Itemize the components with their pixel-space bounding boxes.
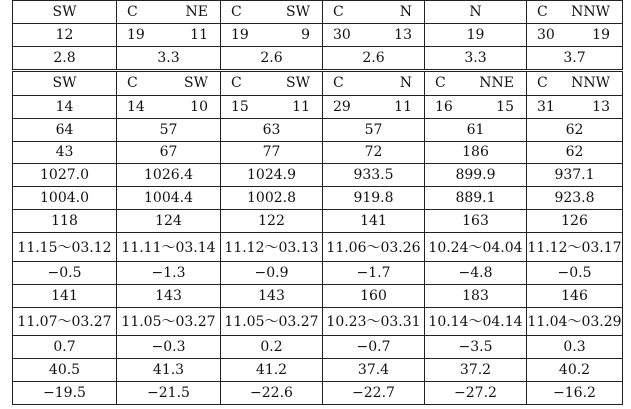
cell-left-value: 14 <box>127 98 145 115</box>
table-cell: 11.12～03.13 <box>221 233 323 261</box>
table-cell: 937.1 <box>527 164 623 187</box>
cell-left-value: 15 <box>231 98 249 115</box>
table-cell: 40.2 <box>527 359 623 382</box>
table-cell: 72 <box>323 141 425 164</box>
cell-right-value: N <box>399 3 412 20</box>
cell-right-value: 11 <box>190 26 208 43</box>
cell-left-value: 30 <box>537 26 555 43</box>
table-cell: 124 <box>117 210 221 233</box>
table-cell: 163 <box>425 210 527 233</box>
table-cell: 2.6 <box>221 46 323 70</box>
cell-right-value: 13 <box>592 98 610 115</box>
table-cell: 10.14～04.14 <box>425 307 527 335</box>
table-cell: 11.15～03.12 <box>13 233 117 261</box>
table-cell-pair <box>221 95 323 118</box>
cell-pair-container <box>425 75 526 91</box>
table-cell: 1026.4 <box>117 164 221 187</box>
table-cell: 10.24～04.04 <box>425 233 527 261</box>
cell-pair-container <box>527 75 622 91</box>
table-cell: 41.3 <box>117 359 221 382</box>
table-cell: 919.8 <box>323 187 425 210</box>
cell-pair-container <box>221 4 322 20</box>
table-cell: 11.11～03.14 <box>117 233 221 261</box>
table-cell: 889.1 <box>425 187 527 210</box>
table-cell: −16.2 <box>527 381 623 404</box>
table-row <box>13 336 623 359</box>
table-cell: 37.4 <box>323 359 425 382</box>
table-cell: 11.12～03.17 <box>527 233 623 261</box>
cell-pair-container <box>117 99 220 115</box>
cell-right-value: NNW <box>571 75 610 92</box>
table-row <box>13 359 623 382</box>
cell-right-value: NNW <box>571 3 610 20</box>
table-cell: 1027.0 <box>13 164 117 187</box>
cell-pair-container <box>117 75 220 91</box>
table-cell: 141 <box>13 284 117 307</box>
table-cell: 14 <box>13 95 117 118</box>
cell-right-value: 15 <box>496 98 514 115</box>
cell-left-value: C <box>127 3 138 20</box>
table-cell: 11.07～03.27 <box>13 307 117 335</box>
cell-right-value: 9 <box>301 26 310 43</box>
cell-right-value: 19 <box>592 26 610 43</box>
table-cell: 11.04～03.29 <box>527 307 623 335</box>
table-cell-pair <box>323 95 425 118</box>
cell-left-value: C <box>127 75 138 92</box>
table-cell: 11.06～03.26 <box>323 233 425 261</box>
table-row <box>13 307 623 335</box>
table-cell: −1.3 <box>117 261 221 284</box>
cell-right-value: 11 <box>394 98 412 115</box>
table-cell: 3.3 <box>425 46 527 70</box>
table-cell: 63 <box>221 118 323 141</box>
table-cell: 12 <box>13 23 117 46</box>
table-row <box>13 23 623 46</box>
cell-pair-container <box>117 27 220 43</box>
table-cell-pair <box>117 95 221 118</box>
table-cell: −27.2 <box>425 381 527 404</box>
table-row <box>13 284 623 307</box>
table-cell: 67 <box>117 141 221 164</box>
table-cell: 11.05～03.27 <box>221 307 323 335</box>
table-cell: −0.3 <box>117 336 221 359</box>
table-cell-pair <box>117 23 221 46</box>
cell-left-value: C <box>537 3 548 20</box>
table-cell-pair <box>221 23 323 46</box>
table-cell: 41.2 <box>221 359 323 382</box>
table-cell: −0.7 <box>323 336 425 359</box>
table-row <box>13 118 623 141</box>
table-row <box>13 261 623 284</box>
table-row <box>13 46 623 70</box>
cell-left-value: C <box>231 3 242 20</box>
table-cell: −1.7 <box>323 261 425 284</box>
cell-left-value: 16 <box>435 98 453 115</box>
table-cell: 3.3 <box>117 46 221 70</box>
table-body <box>13 1 623 405</box>
table-cell: 57 <box>323 118 425 141</box>
table-cell: 10.23～03.31 <box>323 307 425 335</box>
table-cell: −0.5 <box>13 261 117 284</box>
table-row <box>13 233 623 261</box>
table-cell-pair <box>117 71 221 95</box>
cell-pair-container <box>323 27 424 43</box>
table-cell: 1004.0 <box>13 187 117 210</box>
cell-left-value: C <box>537 75 548 92</box>
table-row <box>13 210 623 233</box>
table-cell: −22.6 <box>221 381 323 404</box>
table-cell: 143 <box>117 284 221 307</box>
table-cell: 143 <box>221 284 323 307</box>
cell-pair-container <box>323 99 424 115</box>
cell-right-value: NE <box>185 3 208 20</box>
table-cell: −22.7 <box>323 381 425 404</box>
table-cell: −0.9 <box>221 261 323 284</box>
table-cell: 2.6 <box>323 46 425 70</box>
table-cell: 1004.4 <box>117 187 221 210</box>
table-cell: 2.8 <box>13 46 117 70</box>
cell-pair-container <box>117 4 220 20</box>
table-cell: 0.7 <box>13 336 117 359</box>
table-cell: 141 <box>323 210 425 233</box>
cell-pair-container <box>221 75 322 91</box>
table-cell: 126 <box>527 210 623 233</box>
table-row <box>13 381 623 404</box>
table-cell: 1024.9 <box>221 164 323 187</box>
table-cell: 11.05～03.27 <box>117 307 221 335</box>
table-cell: −21.5 <box>117 381 221 404</box>
table-cell: 183 <box>425 284 527 307</box>
table-cell-pair <box>221 71 323 95</box>
table-cell: SW <box>13 71 117 95</box>
cell-left-value: 29 <box>333 98 351 115</box>
cell-right-value: SW <box>286 75 310 92</box>
cell-pair-container <box>323 4 424 20</box>
cell-pair-container <box>425 99 526 115</box>
table-cell: SW <box>13 1 117 24</box>
table-cell-pair <box>527 1 623 24</box>
cell-left-value: C <box>333 3 344 20</box>
table-cell: 186 <box>425 141 527 164</box>
table-cell-pair <box>527 71 623 95</box>
table-cell: 122 <box>221 210 323 233</box>
cell-pair-container <box>527 4 622 20</box>
table-cell: N <box>425 1 527 24</box>
cell-pair-container <box>323 75 424 91</box>
table-row <box>13 71 623 95</box>
table-cell: 3.7 <box>527 46 623 70</box>
table-cell: 899.9 <box>425 164 527 187</box>
table-row <box>13 187 623 210</box>
table-cell: 62 <box>527 118 623 141</box>
table-cell: 0.2 <box>221 336 323 359</box>
cell-pair-container <box>527 27 622 43</box>
table-cell-pair <box>425 71 527 95</box>
table-cell: 923.8 <box>527 187 623 210</box>
cell-left-value: C <box>231 75 242 92</box>
table-cell: −0.5 <box>527 261 623 284</box>
cell-right-value: SW <box>184 75 208 92</box>
table-cell: 933.5 <box>323 164 425 187</box>
table-cell-pair <box>117 1 221 24</box>
table-cell-pair <box>221 1 323 24</box>
table-row <box>13 164 623 187</box>
cell-pair-container <box>527 99 622 115</box>
table-cell: 64 <box>13 118 117 141</box>
table-cell: 40.5 <box>13 359 117 382</box>
cell-left-value: 31 <box>537 98 555 115</box>
cell-right-value: SW <box>286 3 310 20</box>
cell-left-value: 19 <box>127 26 145 43</box>
table-cell-pair <box>323 71 425 95</box>
table-cell: 146 <box>527 284 623 307</box>
table-row <box>13 95 623 118</box>
table-cell: 77 <box>221 141 323 164</box>
table-cell: 61 <box>425 118 527 141</box>
table-cell: −3.5 <box>425 336 527 359</box>
table-cell-pair <box>527 95 623 118</box>
cell-pair-container <box>221 27 322 43</box>
cell-right-value: 13 <box>394 26 412 43</box>
table-cell: −4.8 <box>425 261 527 284</box>
cell-right-value: N <box>399 75 412 92</box>
table-cell: 62 <box>527 141 623 164</box>
table-cell-pair <box>527 23 623 46</box>
table-cell: 160 <box>323 284 425 307</box>
cell-left-value: 30 <box>333 26 351 43</box>
cell-right-value: NNE <box>479 75 514 92</box>
table-row <box>13 1 623 24</box>
table-cell: 57 <box>117 118 221 141</box>
table-cell: −19.5 <box>13 381 117 404</box>
cell-pair-container <box>221 99 322 115</box>
cell-right-value: 10 <box>190 98 208 115</box>
table-cell-pair <box>323 23 425 46</box>
table-cell: 37.2 <box>425 359 527 382</box>
climate-data-table <box>12 0 623 405</box>
table-cell: 43 <box>13 141 117 164</box>
table-cell: 19 <box>425 23 527 46</box>
table-row <box>13 141 623 164</box>
table-cell-pair <box>323 1 425 24</box>
table-cell: 118 <box>13 210 117 233</box>
cell-right-value: 11 <box>292 98 310 115</box>
cell-left-value: C <box>435 75 446 92</box>
table-cell-pair <box>425 95 527 118</box>
table-cell: 0.3 <box>527 336 623 359</box>
cell-left-value: C <box>333 75 344 92</box>
cell-left-value: 19 <box>231 26 249 43</box>
table-cell: 1002.8 <box>221 187 323 210</box>
